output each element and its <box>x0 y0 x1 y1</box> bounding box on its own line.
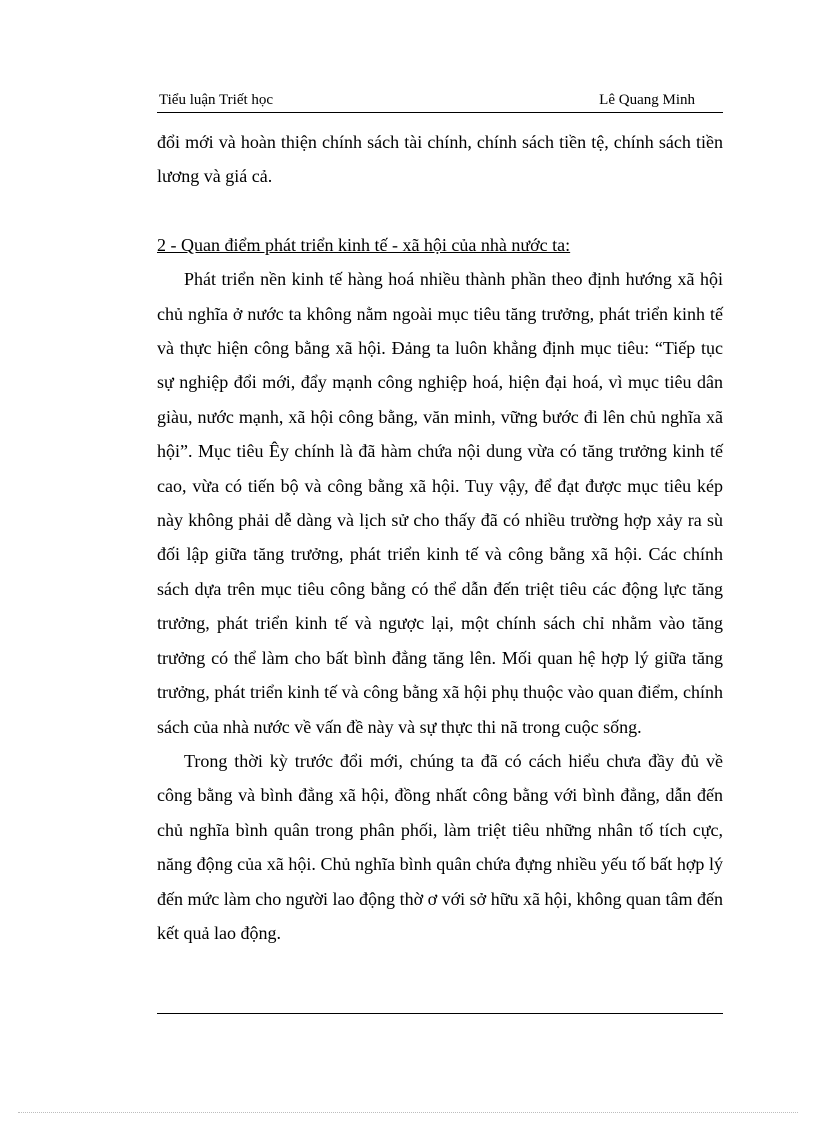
section-title: Quan điểm phát triển kinh tế - xã hội của nhà nước ta: <box>181 234 571 255</box>
body-paragraph-1: Phát triển nền kinh tế hàng hoá nhiều thành phần theo định hướng xã hội chủ nghĩa ở nước ta không nằm ngoài mục tiêu tăng trưởng, phát triển kinh tế và thực hiện công bằng xã hội. Đảng ta luôn khẳng định mục tiêu: “Tiếp tục sự nghiệp đổi mới, đẩy mạnh công nghiệp hoá, hiện đại hoá, vì mục tiêu dân giàu, nước mạnh, xã hội công bằng, văn minh, vững bước đi lên chủ nghĩa xã hội”. Mục tiêu Êy chính là đã hàm chứa nội dung vừa có tăng trưởng kinh tế cao, vừa có tiến bộ và công bằng xã hội. Tuy vậy, để đạt được mục tiêu kép này không phải dễ dàng và lịch sử cho thấy đã có nhiều trường hợp xảy ra sù đối lập giữa tăng trưởng, phát triển kinh tế và công bằng xã hội. Các chính sách dựa trên mục tiêu công bằng có thể dẫn đến triệt tiêu các động lực tăng trưởng, phát triển kinh tế và ngược lại, một chính sách chỉ nhằm vào tăng trưởng có thể làm cho bất bình đẳng tăng lên. Mối quan hệ hợp lý giữa tăng trưởng, phát triển kinh tế và công bằng xã hội phụ thuộc vào quan điểm, chính sách của nhà nước về vấn đề này và sự thực thi nã trong cuộc sống. <box>157 269 723 737</box>
page-bottom-edge <box>18 1112 798 1113</box>
page-header <box>157 90 723 113</box>
continuation-paragraph: đổi mới và hoàn thiện chính sách tài chính, chính sách tiền tệ, chính sách tiền lương và giá cả. <box>157 132 723 187</box>
header-author: Lê Quang Minh <box>599 92 695 108</box>
body-paragraph-2: Trong thời kỳ trước đổi mới, chúng ta đã có cách hiểu chưa đầy đủ về công bằng và bình đẳng xã hội, đồng nhất công bằng với bình đẳng, dẫn đến chủ nghĩa bình quân trong phân phối, làm triệt tiêu những nhân tố tích cực, năng động của xã hội. Chủ nghĩa bình quân chứa đựng nhiều yếu tố bất hợp lý đến mức làm cho người lao động thờ ơ với sở hữu xã hội, không quan tâm đến kết quả lao động. <box>157 750 723 943</box>
paragraph-spacer <box>157 194 723 228</box>
document-body <box>157 125 723 950</box>
section-number: 2 - <box>157 234 181 255</box>
footer-rule <box>157 1013 723 1014</box>
section-heading <box>157 228 723 262</box>
header-document-title: Tiểu luận Triết học <box>159 92 274 108</box>
